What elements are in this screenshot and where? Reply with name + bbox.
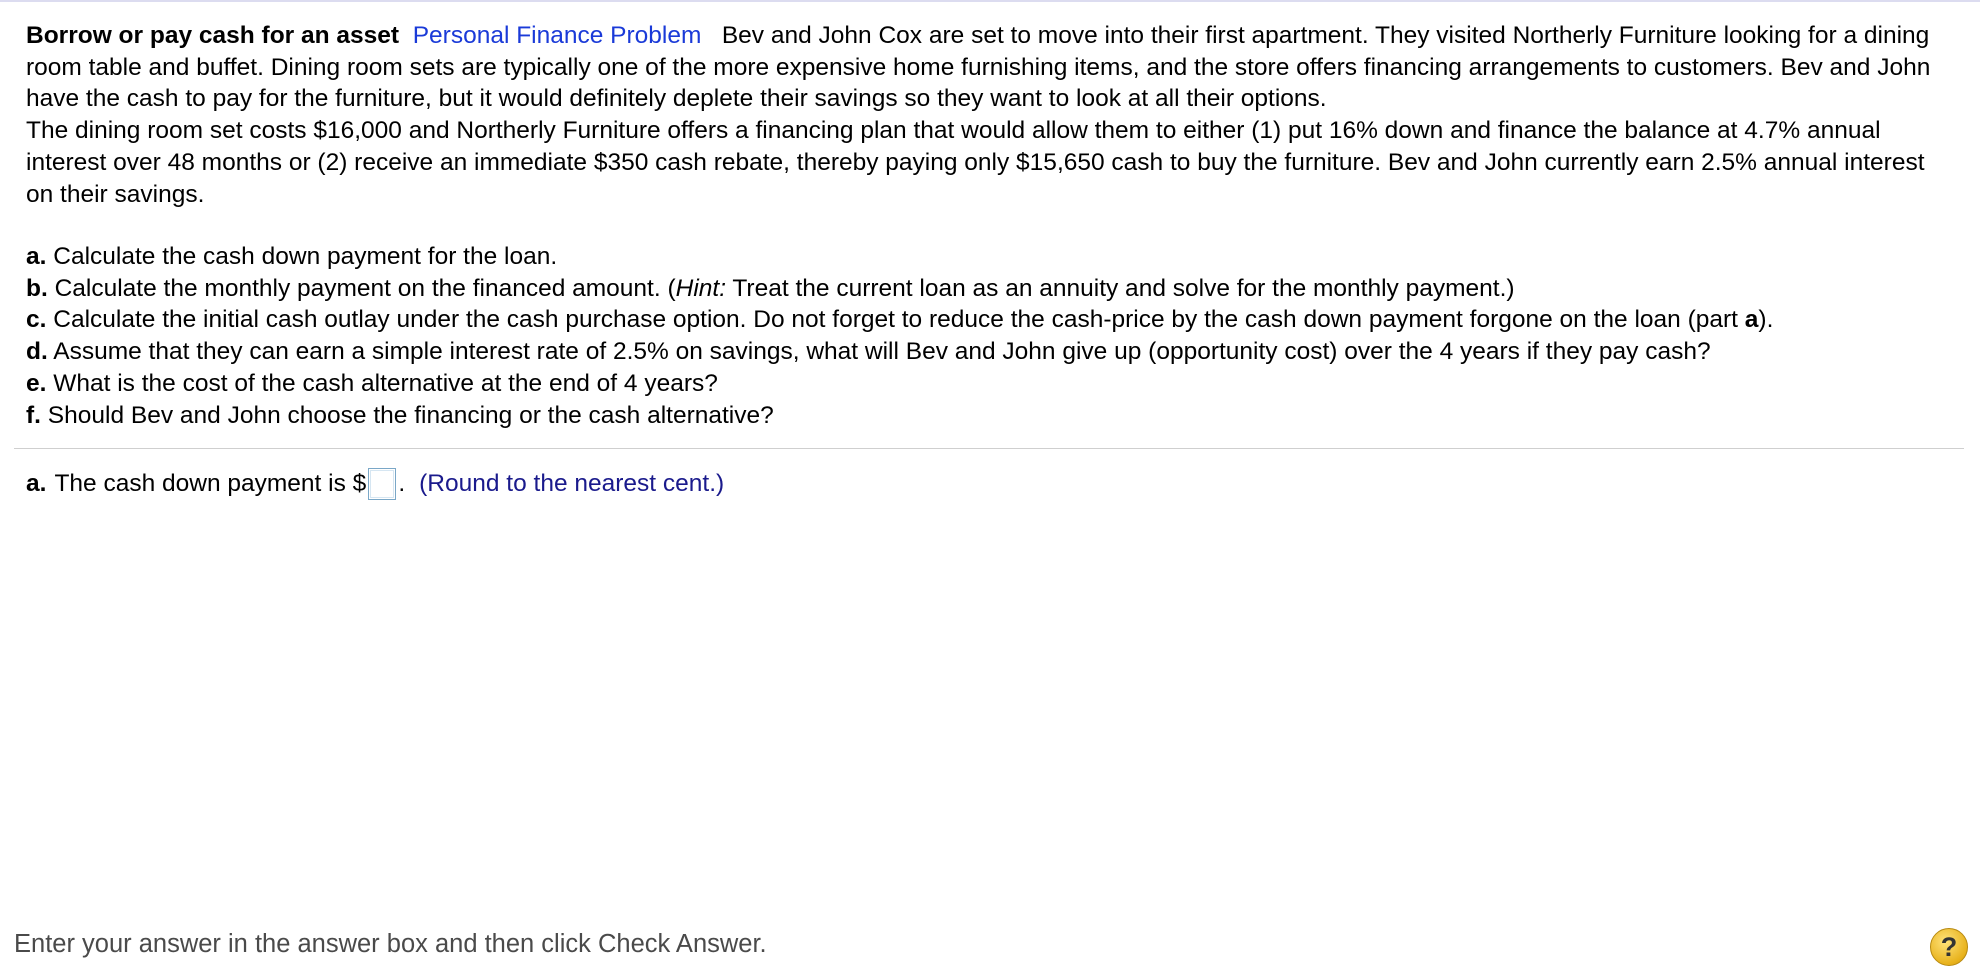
answer-prompt: The cash down payment is $	[54, 470, 367, 497]
part-letter: f.	[26, 401, 41, 429]
part-text-cont: ).	[1758, 306, 1774, 334]
problem-intro	[26, 20, 1956, 115]
problem-title: Borrow or pay cash for an asset	[26, 22, 400, 49]
answer-suffix: .	[398, 470, 406, 497]
part-text: What is the cost of the cash alternative at the end of 4 years?	[53, 369, 718, 397]
part-d	[26, 336, 1956, 368]
part-text: Calculate the initial cash outlay under the cash purchase option. Do not forget to reduce the cash-price by the cash down payment forgone on the loan (part	[53, 306, 1745, 334]
answer-input[interactable]	[368, 468, 396, 500]
part-letter: a.	[26, 243, 47, 270]
question-mark-icon: ?	[1940, 932, 1958, 962]
part-letter: e.	[26, 369, 47, 397]
topic-link[interactable]: Personal Finance Problem	[412, 22, 702, 49]
part-letter: c.	[26, 306, 47, 334]
section-divider	[14, 448, 1964, 449]
part-f	[26, 400, 1956, 432]
problem-statement	[26, 20, 1956, 210]
footer-instruction: Enter your answer in the answer box and then click Check Answer.	[14, 930, 767, 958]
part-text: Calculate the cash down payment for the loan.	[53, 243, 558, 270]
part-text: Assume that they can earn a simple interest rate of 2.5% on savings, what will Bev and John give up (opportunity cost) over the 4 years if they pay cash?	[53, 338, 1711, 366]
part-letter: b.	[26, 274, 48, 302]
part-text: Should Bev and John choose the financing or the cash alternative?	[47, 401, 774, 429]
part-c	[26, 304, 1956, 336]
problem-details: The dining room set costs $16,000 and Northerly Furniture offers a financing plan that would allow them to either (1) put 16% down and finance the balance at 4.7% annual interest over 48 months or (2) receive an immediate $350 cash rebate, thereby paying only $15,650 cash to buy the furniture. Bev and John currently earn 2.5% annual interest on their savings.	[26, 117, 1925, 208]
answer-line	[26, 468, 724, 500]
part-b	[26, 273, 1956, 305]
part-letter: d.	[26, 338, 48, 366]
question-parts	[26, 241, 1956, 431]
intro-text: Bev and John Cox are set to move into their first apartment. They visited Northerly Furniture looking for a dining room table and buffet. Dining room sets are typically one of the more expensive home furnishing items, and the store offers financing arrangements to customers. Bev and John have the cash to pay for the furniture, but it would definitely deplete their savings so they want to look at all their options.	[26, 22, 1931, 113]
part-e	[26, 368, 1956, 400]
hint-label: Hint:	[675, 274, 727, 302]
part-a	[26, 241, 1956, 273]
rounding-note: (Round to the nearest cent.)	[419, 470, 725, 497]
part-text: Calculate the monthly payment on the financed amount. (	[54, 274, 676, 302]
part-ref: a	[1744, 306, 1759, 334]
help-button[interactable]	[1930, 928, 1968, 966]
part-text-cont: Treat the current loan as an annuity and solve for the monthly payment.)	[726, 274, 1515, 302]
answer-letter: a.	[26, 470, 47, 497]
